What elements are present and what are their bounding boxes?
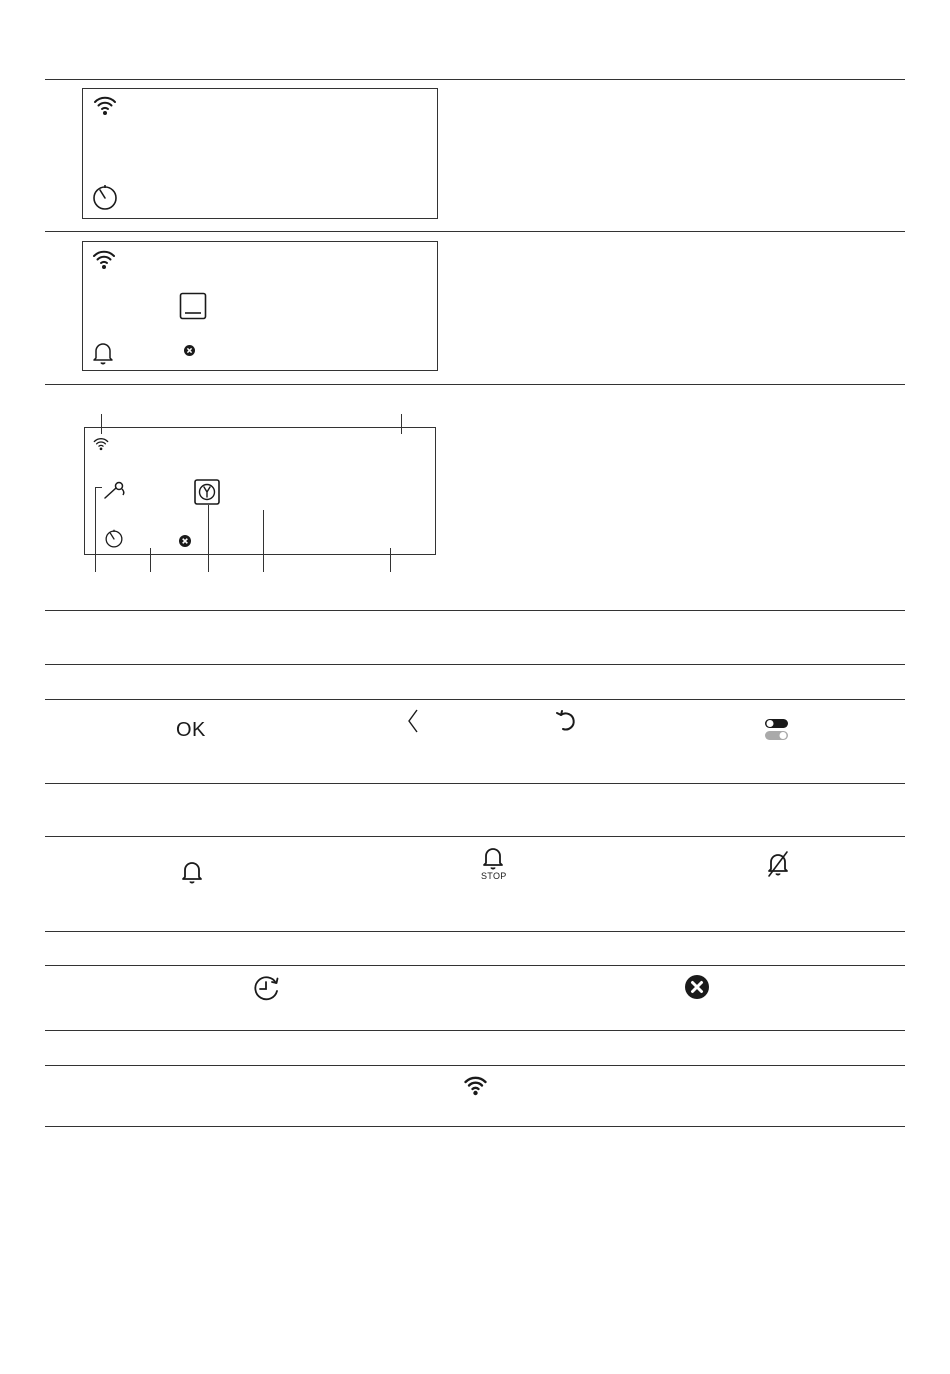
cancel-icon: [184, 345, 195, 356]
back-arrow-icon: [407, 708, 419, 734]
callout-line: [95, 487, 102, 488]
table-rule: [45, 664, 905, 665]
display-panel-1: [82, 88, 438, 219]
callout-line: [263, 510, 264, 572]
timer-icon: [91, 184, 119, 212]
timer-restart-icon: [253, 975, 281, 1001]
cancel-icon: [179, 535, 191, 547]
timer-icon: [104, 529, 124, 549]
table-rule: [45, 610, 905, 611]
bell-mute-icon: [765, 850, 791, 878]
fan-function-icon: [194, 479, 220, 505]
cancel-circle-icon: [685, 975, 709, 999]
table-rule: [45, 1030, 905, 1031]
bell-icon: [180, 859, 204, 885]
table-rule: [45, 965, 905, 966]
wifi-icon: [92, 248, 116, 270]
table-rule: [45, 1065, 905, 1066]
bell-icon: [91, 340, 115, 366]
wifi-icon: [93, 436, 109, 451]
toggle-icon: [764, 718, 790, 742]
oven-function-icon: [179, 292, 207, 320]
wifi-icon: [463, 1074, 488, 1096]
callout-line: [390, 548, 391, 572]
table-rule: [45, 699, 905, 700]
display-panel-2: [82, 241, 438, 371]
callout-line: [150, 548, 151, 572]
table-rule: [45, 1126, 905, 1127]
table-rule: [45, 931, 905, 932]
callout-line: [208, 505, 209, 572]
table-rule: [45, 384, 905, 385]
callout-line: [401, 414, 402, 434]
display-panel-3: [84, 427, 436, 555]
table-rule: [45, 836, 905, 837]
callout-line: [95, 487, 96, 572]
stop-label: STOP: [481, 871, 507, 881]
table-rule: [45, 79, 905, 80]
ok-icon: OK: [176, 719, 206, 741]
bell-stop-icon: [481, 845, 505, 871]
table-rule: [45, 783, 905, 784]
undo-icon: [555, 709, 579, 733]
table-rule: [45, 231, 905, 232]
meat-probe-icon: [103, 480, 127, 500]
callout-line: [101, 414, 102, 434]
wifi-icon: [93, 94, 117, 116]
